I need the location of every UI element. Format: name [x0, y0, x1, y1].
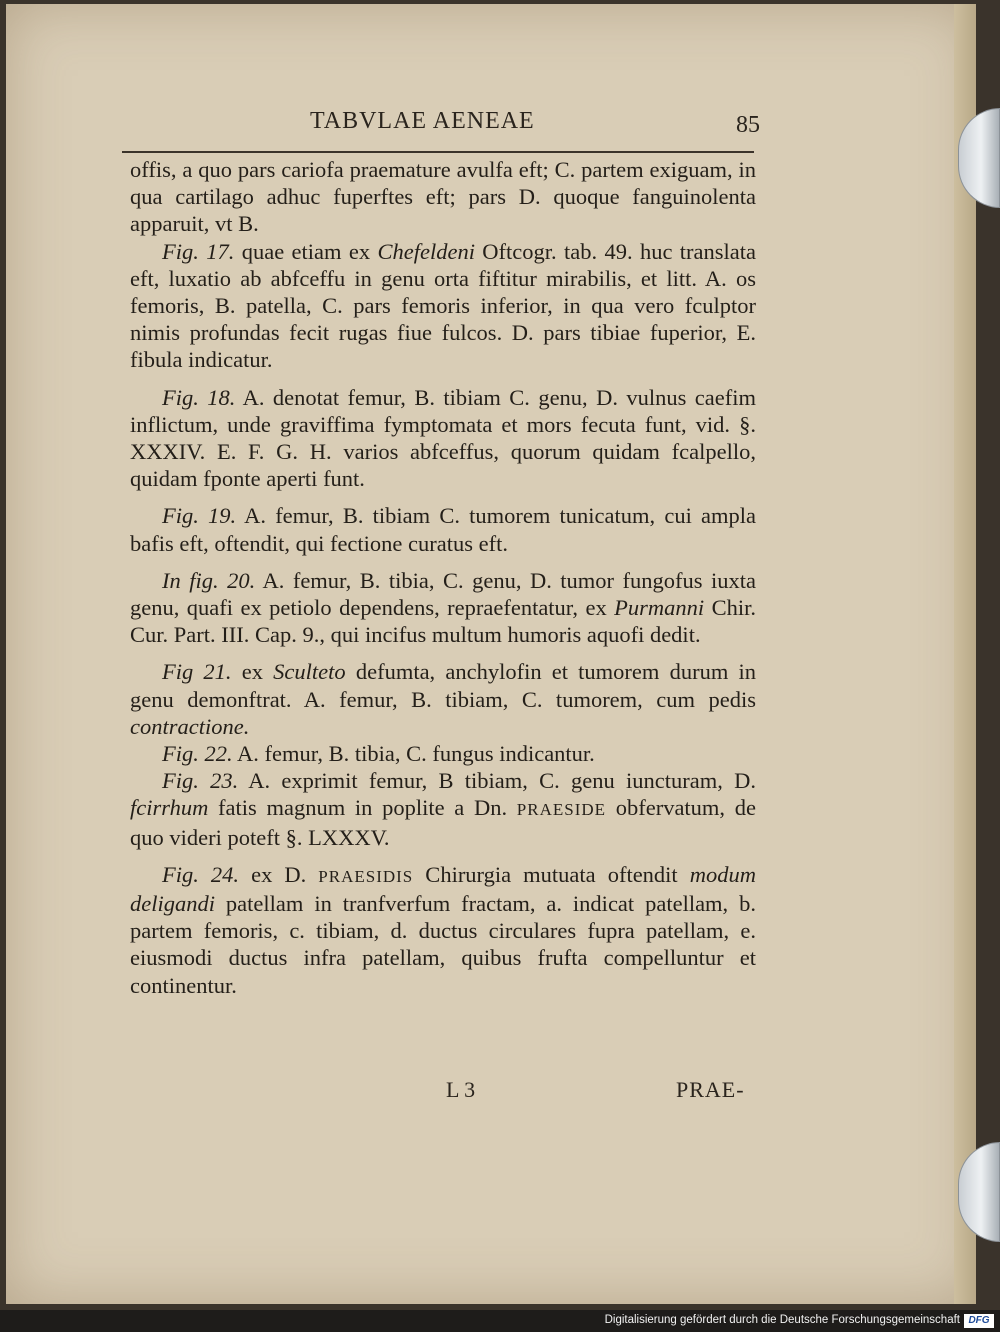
credit-bar — [0, 1310, 1000, 1332]
running-title: TABVLAE AENEAE — [310, 108, 535, 134]
credit-text: Digitalisierung gefördert durch die Deutsche Forschungsgemeinschaft — [604, 1314, 960, 1326]
header-rule — [122, 151, 754, 153]
paragraph-fig-23: Fig. 23. A. exprimit femur, B tibiam, C. genu iuncturam, D. fcirrhum fatis magnum in poplite a Dn. PRAESIDE obfervatum, de quo videri poteft §. LXXXV. — [130, 768, 756, 850]
dfg-logo-icon: DFG — [964, 1314, 994, 1328]
catchword: PRAE- — [676, 1077, 745, 1102]
page-header — [130, 108, 760, 148]
paragraph-fig-20: In fig. 20. A. femur, B. tibia, C. genu, D. tumor fungofus iuxta genu, quafi ex petiolo dependens, repraefentatur, ex Purmanni Chir. Cur. Part. III. Cap. 9., qui incifus multum humoris aquofi dedit. — [130, 567, 757, 648]
paragraph-fig-24: Fig. 24. ex D. PRAESIDIS Chirurgia mutuata oftendit modum deligandi patellam in tranfverfum fractam, a. indicat patellam, b. partem femoris, c. tibiam, d. ductus circulares fupra patellam, e. eiusmodi ductus infra patellam, quibus frufta compelluntur et continentur. — [130, 861, 756, 998]
paragraph-1: offis, a quo pars cariofa praemature avulfa eft; C. partem exiguam, in qua cartilago adhuc fuperftes eft; pars D. quoque fanguinolenta apparuit, vt B. — [130, 157, 756, 237]
body-text — [130, 156, 756, 999]
paragraph-fig-19: Fig. 19. A. femur, B. tibiam C. tumorem tunicatum, cui ampla bafis eft, oftendit, qui fectione curatus eft. — [130, 503, 756, 556]
paragraph-fig-22: Fig. 22. A. femur, B. tibia, C. fungus indicantur. — [162, 741, 595, 767]
paragraph-fig-17: Fig. 17. quae etiam ex Chefeldeni Oftcogr. tab. 49. huc translata eft, luxatio ab abfceffu in genu orta fiftitur mirabilis, et litt. A. os femoris, B. patella, C. pars femoris inferior, in qua vero fculptor nimis profundas fecit rugas fiue fulcos. D. pars tibiae fuperior, E. fibula indicatur. — [130, 238, 757, 373]
paragraph-fig-21: Fig 21. ex Sculteto defumta, anchylofin et tumorem durum in genu demonftrat. A. femur, B. tibiam, C. tumorem, cum pedis contractione. — [130, 659, 757, 739]
page-number: 85 — [736, 112, 760, 138]
signature-mark: L 3 — [446, 1077, 476, 1102]
page-edge — [954, 4, 976, 1304]
paragraph-fig-18: Fig. 18. A. denotat femur, B. tibiam C. genu, D. vulnus caefim inflictum, unde graviffima fymptomata et mors fecuta funt, vid. §. XXXIV. E. F. G. H. varios abfceffus, quorum quidam fcalpello, quidam fponte aperti funt. — [130, 384, 756, 492]
